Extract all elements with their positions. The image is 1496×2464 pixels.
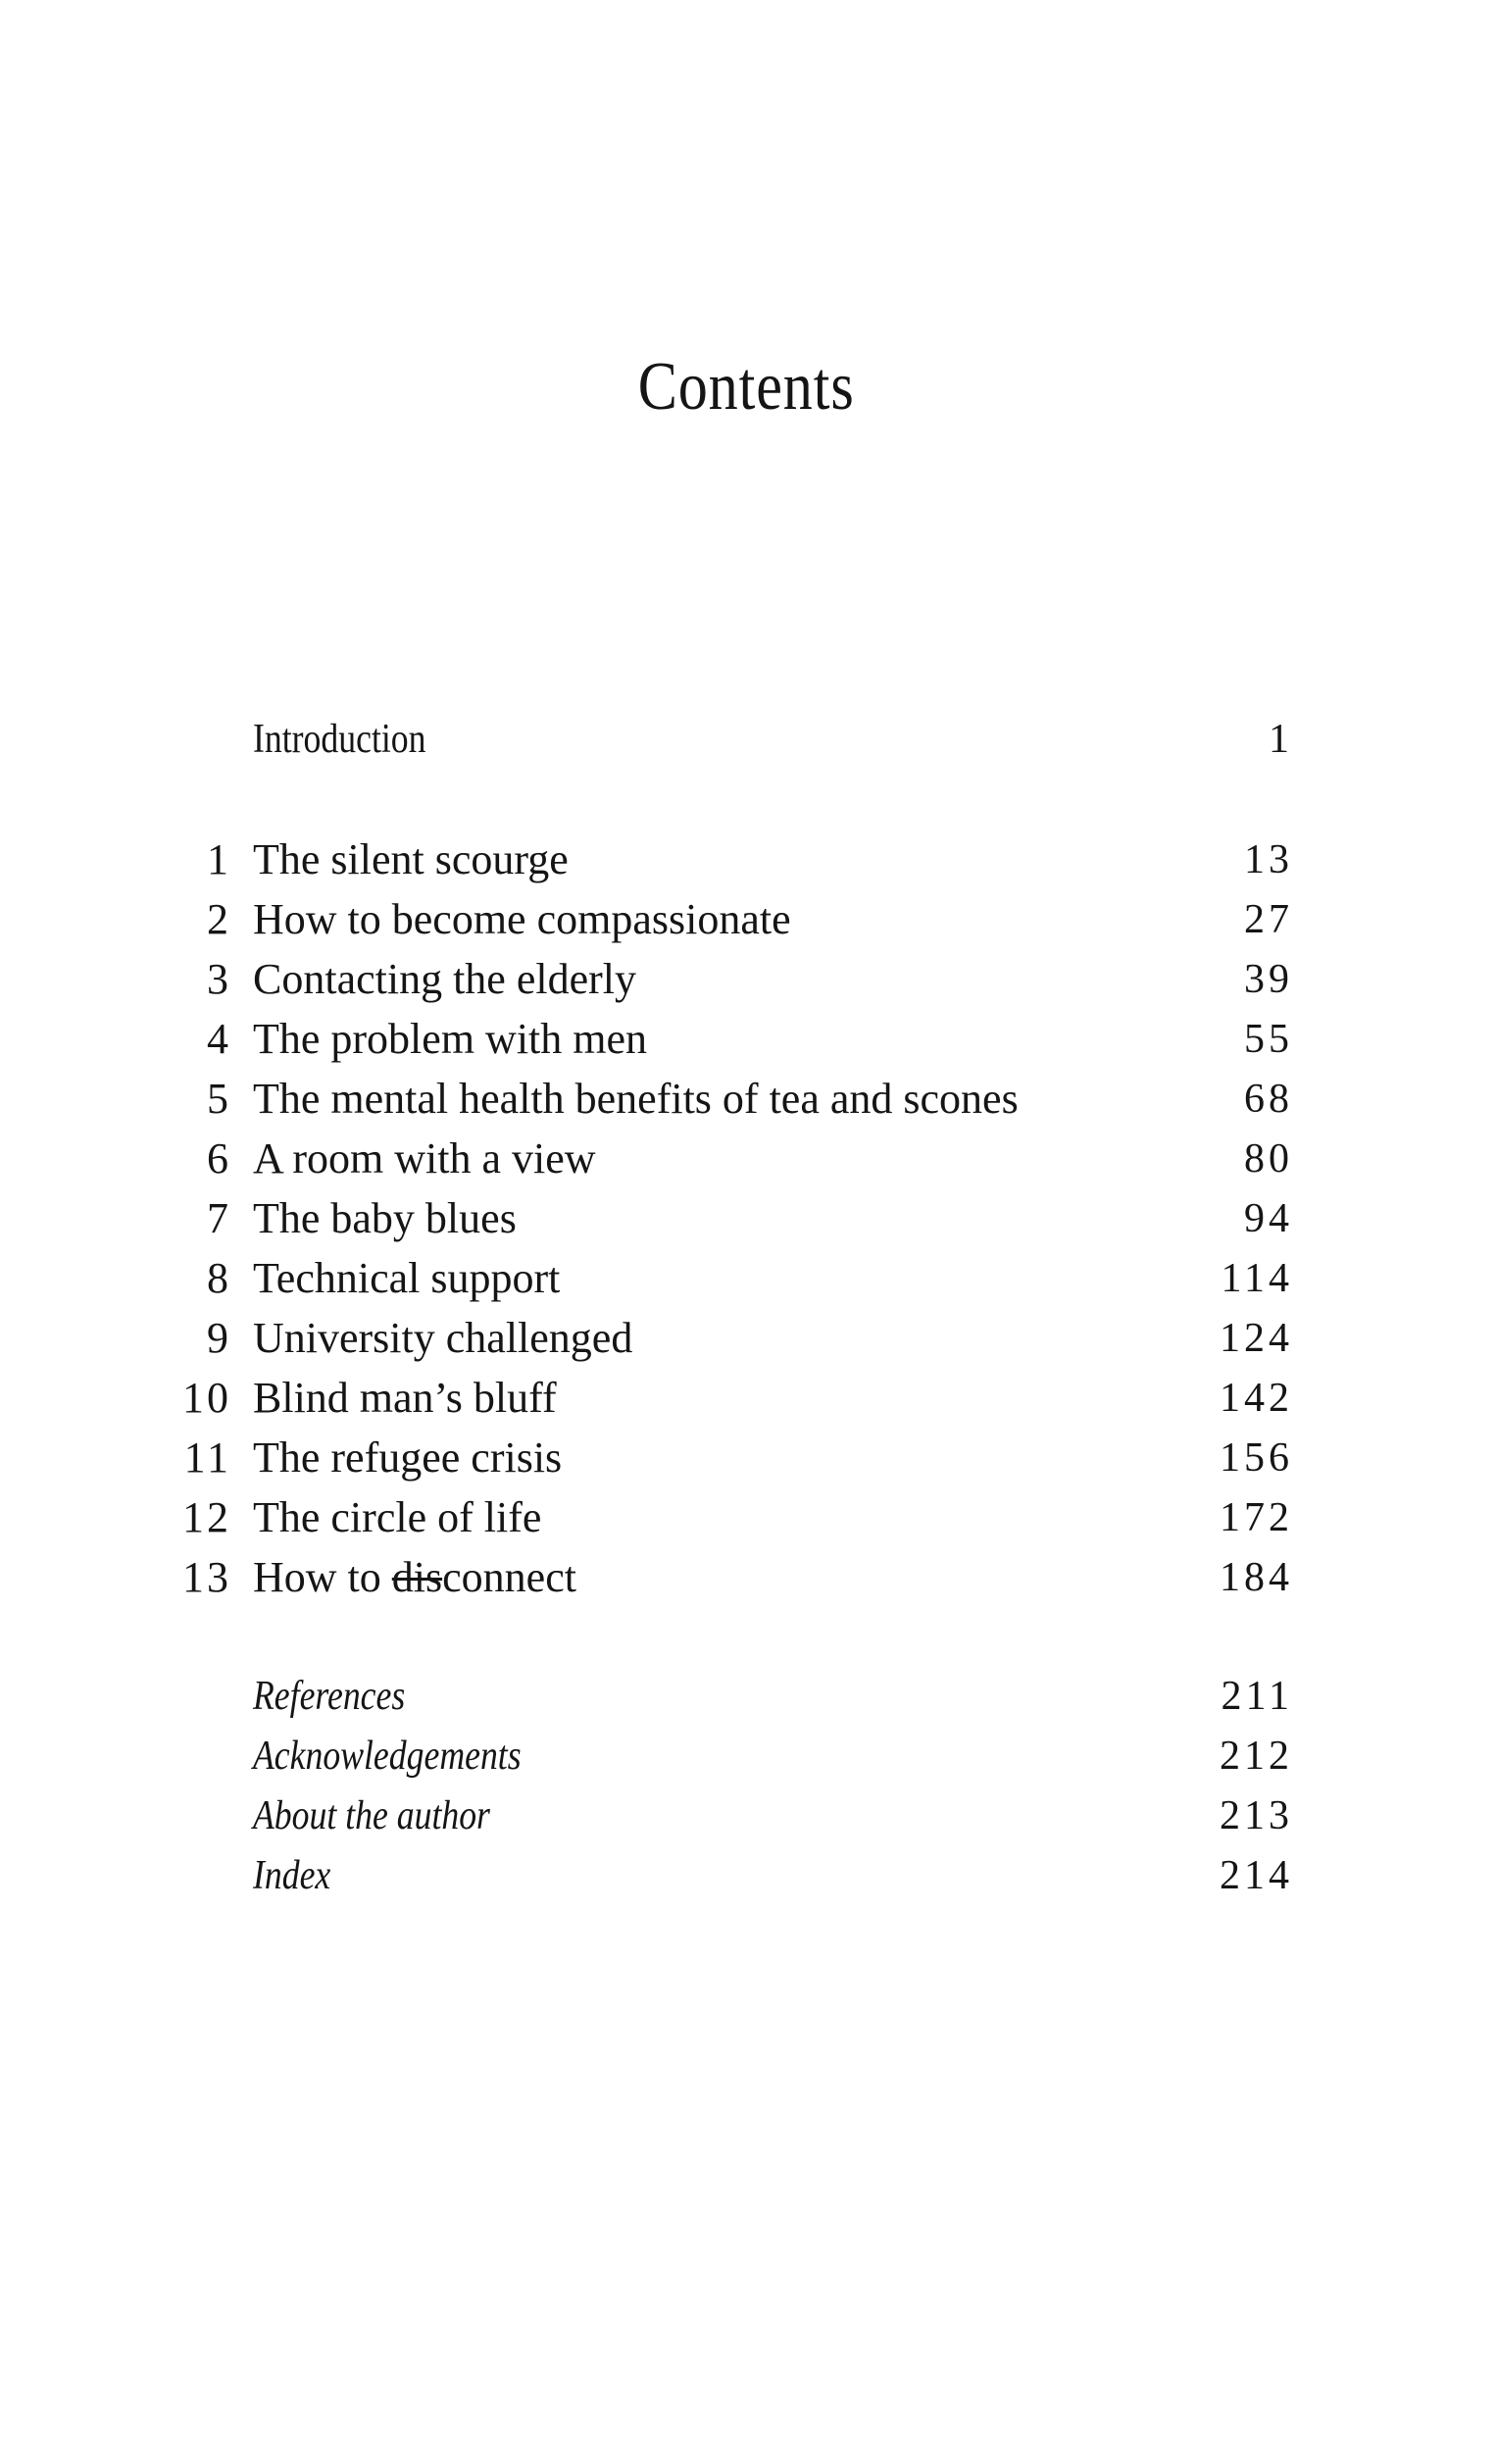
toc-chapter-2[interactable] xyxy=(0,890,1496,949)
chapter-title: The silent scourge xyxy=(253,835,569,883)
chapter-title-part: How to xyxy=(253,1553,392,1601)
toc-chapter-9[interactable] xyxy=(0,1309,1496,1368)
chapter-title: University challenged xyxy=(253,1314,633,1362)
toc-chapter-12[interactable] xyxy=(0,1488,1496,1547)
toc-entry-references[interactable] xyxy=(0,1667,1496,1726)
chapter-title: How to become compassionate xyxy=(253,895,791,943)
chapter-page: 68 xyxy=(1244,1077,1293,1122)
toc-entry-label: References xyxy=(253,1674,406,1719)
toc-entry-label: About the author xyxy=(253,1793,490,1838)
toc-entry-acknowledgements[interactable] xyxy=(0,1727,1496,1785)
chapter-number: 2 xyxy=(207,895,231,943)
chapter-title: The refugee crisis xyxy=(253,1433,563,1482)
toc-entry-introduction[interactable] xyxy=(0,710,1496,769)
chapter-page: 13 xyxy=(1244,837,1293,882)
toc-chapter-6[interactable] xyxy=(0,1130,1496,1188)
chapter-number: 9 xyxy=(207,1314,231,1362)
toc-chapter-13[interactable] xyxy=(0,1548,1496,1607)
toc-entry-page: 213 xyxy=(1220,1793,1293,1838)
chapter-number: 5 xyxy=(207,1075,231,1123)
chapter-page: 124 xyxy=(1220,1316,1293,1361)
chapter-title: A room with a view xyxy=(253,1134,596,1182)
toc-chapter-8[interactable] xyxy=(0,1249,1496,1308)
toc-entry-label: Index xyxy=(253,1853,331,1898)
toc-entry-label: Acknowledgements xyxy=(253,1734,522,1779)
toc-chapter-3[interactable] xyxy=(0,950,1496,1009)
chapter-page: 142 xyxy=(1220,1376,1293,1421)
chapter-title: Blind man’s bluff xyxy=(253,1374,557,1422)
chapter-title xyxy=(253,1548,576,1607)
chapter-title: Technical support xyxy=(253,1254,561,1302)
toc-chapter-10[interactable] xyxy=(0,1369,1496,1428)
toc-chapter-11[interactable] xyxy=(0,1429,1496,1487)
chapter-page: 55 xyxy=(1244,1017,1293,1062)
chapter-number: 4 xyxy=(207,1015,231,1063)
toc-entry-page: 212 xyxy=(1220,1734,1293,1779)
chapter-number: 8 xyxy=(207,1254,231,1302)
chapter-number: 10 xyxy=(182,1374,231,1422)
toc-chapter-4[interactable] xyxy=(0,1010,1496,1069)
chapter-title: The mental health benefits of tea and scones xyxy=(253,1075,1019,1123)
chapter-page: 94 xyxy=(1244,1196,1293,1241)
chapter-page: 156 xyxy=(1220,1435,1293,1481)
chapter-page: 27 xyxy=(1244,897,1293,942)
chapter-page: 39 xyxy=(1244,957,1293,1002)
chapter-title: The circle of life xyxy=(253,1493,542,1541)
toc-chapter-5[interactable] xyxy=(0,1070,1496,1129)
chapter-number: 1 xyxy=(207,835,231,883)
toc-entry-page: 211 xyxy=(1221,1674,1293,1719)
chapter-page: 184 xyxy=(1220,1555,1293,1600)
toc-entry-label: Introduction xyxy=(253,717,426,762)
chapter-title: Contacting the elderly xyxy=(253,955,636,1003)
chapter-number: 6 xyxy=(207,1134,231,1182)
chapter-number: 12 xyxy=(182,1493,231,1541)
toc-chapter-1[interactable] xyxy=(0,830,1496,889)
toc-entry-page: 214 xyxy=(1220,1853,1293,1898)
chapter-title-part: connect xyxy=(442,1553,576,1601)
chapter-page: 114 xyxy=(1221,1256,1293,1301)
chapter-page: 80 xyxy=(1244,1136,1293,1182)
chapter-number: 3 xyxy=(207,955,231,1003)
chapter-title: The baby blues xyxy=(253,1194,517,1242)
chapter-number: 11 xyxy=(183,1433,231,1482)
chapter-page: 172 xyxy=(1220,1495,1293,1540)
chapter-number: 13 xyxy=(182,1553,231,1601)
toc-entry-index[interactable] xyxy=(0,1846,1496,1905)
chapter-title-strikethrough: dis xyxy=(391,1553,443,1601)
toc-chapter-7[interactable] xyxy=(0,1189,1496,1248)
chapter-number: 7 xyxy=(207,1194,231,1242)
toc-entry-about-author[interactable] xyxy=(0,1786,1496,1845)
page-title: Contents xyxy=(637,349,855,425)
toc-entry-page: 1 xyxy=(1269,717,1293,762)
chapter-title: The problem with men xyxy=(253,1015,648,1063)
